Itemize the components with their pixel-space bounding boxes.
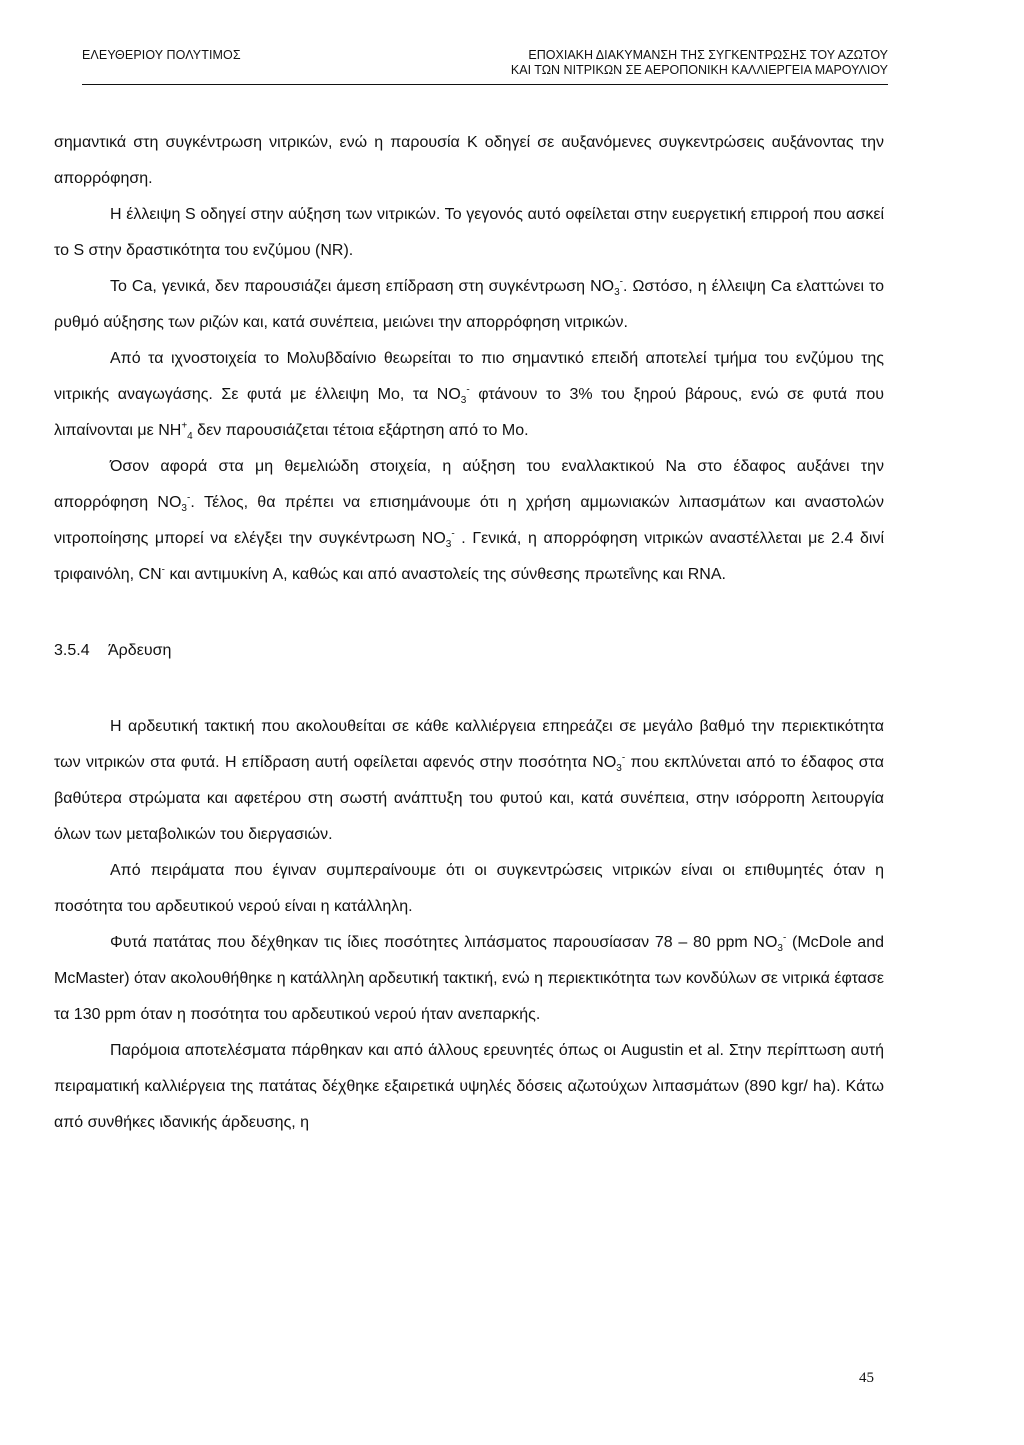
paragraph-calcium <box>54 269 884 341</box>
header-author: ΕΛΕΥΘΕΡΙΟΥ ΠΟΛΥΤΙΜΟΣ <box>82 48 241 62</box>
section-title: Άρδευση <box>108 642 172 659</box>
subscript: 3 <box>460 395 467 407</box>
paragraph-1: σημαντικά στη συγκέντρωση νιτρικών, ενώ η παρουσία Κ οδηγεί σε αυξανόμενες συγκεντρώσεις αυξάνοντας την απορρόφηση. <box>54 134 884 187</box>
superscript: - <box>451 528 455 540</box>
subscript: 3 <box>181 503 187 515</box>
superscript: - <box>782 932 787 944</box>
superscript: - <box>161 564 165 576</box>
paragraph-experiments: Από πειράματα που έγιναν συμπεραίνουμε ότι οι συγκεντρώσεις νιτρικών είναι οι επιθυμητές όταν η ποσότητα του αρδευτικού νερού είναι η κατάλληλη. <box>54 862 884 915</box>
superscript: + <box>181 420 188 432</box>
paragraph-sodium <box>54 449 884 593</box>
paragraph-sulfur: Η έλλειψη S οδηγεί στην αύξηση των νιτρικών. Το γεγονός αυτό οφείλεται στην ευεργετική επιρροή που ασκεί το S στην δραστικότητα του ενζύμου (NR). <box>54 206 884 259</box>
paragraph-irrigation <box>54 709 884 853</box>
header-title-line-2: ΚΑΙ ΤΩΝ ΝΙΤΡΙΚΩΝ ΣΕ ΑΕΡΟΠΟΝΙΚΗ ΚΑΛΛΙΕΡΓΕΙΑ ΜΑΡΟΥΛΙΟΥ <box>510 63 888 77</box>
paragraph-augustin: Παρόμοια αποτελέσματα πάρθηκαν και από άλλους ερευνητές όπως οι Augustin et al. Στην περίπτωση αυτή πειραματική καλλιέργεια της πατάτας δέχθηκε εξαιρετικά υψηλές δόσεις αζωτούχων λιπασμάτων (890 kgr/ ha). Κάτω από συνθήκες ιδανικής άρδευσης, η <box>54 1042 884 1131</box>
superscript: - <box>186 492 191 504</box>
subscript: 3 <box>616 763 622 775</box>
section-number: 3.5.4 <box>54 642 90 659</box>
section-heading <box>54 633 884 669</box>
text: Φυτά πατάτας που δέχθηκαν τις ίδιες ποσότητες λιπάσματος παρουσίασαν 78 – 80 ppm NO <box>110 934 778 951</box>
text: (McDole and McMaster) όταν ακολουθήθηκε η κατάλληλη αρδευτική τακτική, ενώ η περιεκτικότητα των κονδύλων σε νιτρικά έφτασε τα 130 ppm όταν η ποσότητα του αρδευτικού νερού ήταν ανεπαρκής. <box>54 934 885 1023</box>
page-number: 45 <box>859 1370 874 1386</box>
text: Όσον αφορά στα μη θεμελιώδη στοιχεία, η αύξηση του εναλλακτικού Na στο έδαφος αυξάνει την απορρόφηση NO <box>54 458 884 511</box>
paragraph-molybdenum <box>54 341 884 449</box>
text: Το Ca, γενικά, δεν παρουσιάζει άμεση επίδραση στη συγκέντρωση NO <box>110 278 615 295</box>
subscript: 3 <box>445 539 452 551</box>
subscript: 3 <box>614 287 620 299</box>
paragraph-potato <box>54 925 884 1033</box>
header-title <box>511 48 888 78</box>
text: . Τέλος, θα πρέπει να επισημάνουμε ότι η χρήση αμμωνιακών λιπασμάτων και αναστολών νιτροποίησης μπορεί να ελέγξει την συγκέντρωση NO <box>54 494 884 547</box>
text: . Γενικά, η απορρόφηση νιτρικών αναστέλλεται με 2.4 δινί τριφαινόλη, CN <box>54 530 884 583</box>
header-title-line-1: ΕΠΟΧΙΑΚΗ ΔΙΑΚΥΜΑΝΣΗ ΤΗΣ ΣΥΓΚΕΝΤΡΩΣΗΣ ΤΟΥ ΑΖΩΤΟΥ <box>528 48 888 62</box>
superscript: - <box>621 752 626 764</box>
superscript: - <box>466 384 470 396</box>
running-header <box>82 38 888 85</box>
text: φτάνουν το 3% του ξηρού βάρους, ενώ σε φυτά που λιπαίνονται με NH <box>54 386 885 439</box>
text: που εκπλύνεται από το έδαφος στα βαθύτερα στρώματα και αφετέρου στη σωστή ανάπτυξη του φυτού και, κατά συνέπεια, στην ισόρροπη λειτουργία όλων των μεταβολικών του διεργασιών. <box>54 754 885 843</box>
page-body <box>54 125 884 1141</box>
text: . Ωστόσο, η έλλειψη Ca ελαττώνει το ρυθμό αύξησης των ριζών και, κατά συνέπεια, μειώνει την απορρόφηση νιτρικών. <box>54 278 885 331</box>
text: Η αρδευτική τακτική που ακολουθείται σε κάθε καλλιέργεια επηρεάζει σε μεγάλο βαθμό την περιεκτικότητα των νιτρικών στα φυτά. Η επίδραση αυτή οφείλεται αφενός στην ποσότητα NO <box>54 718 884 771</box>
text: και αντιμυκίνη A, καθώς και από αναστολείς της σύνθεσης πρωτεΐνης και RNA. <box>165 566 726 583</box>
superscript: - <box>619 276 623 288</box>
subscript: 4 <box>187 431 193 443</box>
text: Από τα ιχνοστοιχεία το Μολυβδαίνιο θεωρείται το πιο σημαντικό επειδή αποτελεί τμήμα του ενζύμου της νιτρικής αναγωγάσης. Σε φυτά με έλλειψη Mo, τα NO <box>54 350 884 403</box>
subscript: 3 <box>777 943 783 955</box>
text: δεν παρουσιάζεται τέτοια εξάρτηση από το Mo. <box>192 422 529 439</box>
